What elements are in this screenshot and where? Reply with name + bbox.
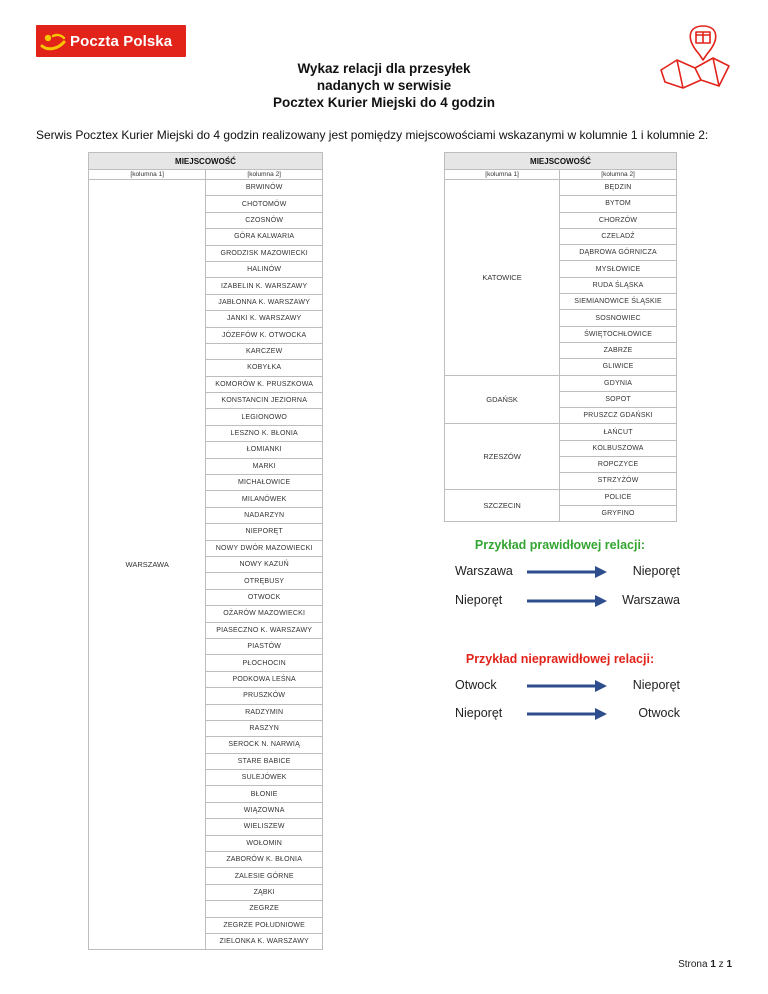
destination-city-cell: ZALESIE GÓRNE	[206, 868, 323, 884]
destination-city-cell: WOŁOMIN	[206, 835, 323, 851]
relation-from: Nieporęt	[455, 593, 503, 607]
table-row	[445, 375, 677, 391]
title-line-3: Pocztex Kurier Miejski do 4 godzin	[272, 95, 496, 110]
destination-city-cell: PRUSZKÓW	[206, 688, 323, 704]
destination-city-cell: MYSŁOWICE	[560, 261, 677, 277]
page-prefix: Strona	[678, 959, 708, 970]
origin-city-cell: RZESZÓW	[445, 424, 560, 489]
destination-city-cell: SULEJÓWEK	[206, 770, 323, 786]
column-2-header: [kolumna 2]	[560, 170, 677, 180]
destination-city-cell: PŁOCHOCIN	[206, 655, 323, 671]
destination-city-cell: RASZYN	[206, 720, 323, 736]
relation-from: Nieporęt	[455, 706, 503, 720]
relation-to: Nieporęt	[632, 564, 680, 578]
destination-city-cell: ROPCZYCE	[560, 457, 677, 473]
title-line-2: nadanych w serwisie	[316, 78, 452, 93]
origin-city-cell: SZCZECIN	[445, 489, 560, 522]
destination-city-cell: GLIWICE	[560, 359, 677, 375]
destination-city-cell: WIĄZOWNA	[206, 802, 323, 818]
table-row	[445, 489, 677, 505]
destination-city-cell: JABŁONNA K. WARSZAWY	[206, 294, 323, 310]
destination-city-cell: ŁOMIANKI	[206, 442, 323, 458]
destination-city-cell: SOPOT	[560, 391, 677, 407]
poczta-polska-logo	[36, 25, 186, 57]
destination-city-cell: CHORZÓW	[560, 212, 677, 228]
destination-city-cell: BŁONIE	[206, 786, 323, 802]
table-row	[445, 424, 677, 440]
origin-city-cell: GDAŃSK	[445, 375, 560, 424]
destination-city-cell: SEROCK N. NARWIĄ	[206, 737, 323, 753]
total-pages: 1	[726, 959, 732, 970]
invalid-example-row	[455, 706, 680, 722]
destination-city-cell: NIEPORĘT	[206, 524, 323, 540]
page-number	[678, 959, 732, 970]
destination-city-cell: ZEGRZE	[206, 901, 323, 917]
destination-city-cell: GDYNIA	[560, 375, 677, 391]
destination-city-cell: KOMORÓW K. PRUSZKOWA	[206, 376, 323, 392]
table-row	[445, 180, 677, 196]
invalid-example-title: Przykład nieprawidłowej relacji:	[465, 652, 655, 666]
destination-city-cell: ŁAŃCUT	[560, 424, 677, 440]
origin-city-cell: KATOWICE	[445, 180, 560, 376]
destination-city-cell: CZOSNÓW	[206, 212, 323, 228]
destination-city-cell: KOBYŁKA	[206, 360, 323, 376]
destination-city-cell: POLICE	[560, 489, 677, 505]
destination-city-cell: BĘDZIN	[560, 180, 677, 196]
destination-city-cell: OTRĘBUSY	[206, 573, 323, 589]
relation-to: Nieporęt	[632, 678, 680, 692]
table-header: MIEJSCOWOŚĆ	[89, 153, 323, 170]
current-page: 1	[710, 959, 716, 970]
destination-city-cell: STRZYŻÓW	[560, 473, 677, 489]
destination-city-cell: OTWOCK	[206, 589, 323, 605]
valid-example-row	[455, 593, 680, 609]
other-cities-relations-table	[444, 152, 677, 522]
destination-city-cell: NOWY DWÓR MAZOWIECKI	[206, 540, 323, 556]
relation-from: Otwock	[455, 678, 497, 692]
relation-to: Warszawa	[622, 593, 680, 607]
destination-city-cell: LEGIONOWO	[206, 409, 323, 425]
relation-to: Otwock	[638, 706, 680, 720]
warszawa-relations-table	[88, 152, 323, 950]
destination-city-cell: BRWINÓW	[206, 180, 323, 196]
destination-city-cell: KONSTANCIN JEZIORNA	[206, 393, 323, 409]
destination-city-cell: WIELISZEW	[206, 819, 323, 835]
destination-city-cell: ŚWIĘTOCHŁOWICE	[560, 326, 677, 342]
destination-city-cell: MILANÓWEK	[206, 491, 323, 507]
post-horn-icon	[36, 25, 70, 57]
valid-example-title: Przykład prawidłowej relacji:	[474, 538, 646, 552]
destination-city-cell: PODKOWA LEŚNA	[206, 671, 323, 687]
destination-city-cell: GRODZISK MAZOWIECKI	[206, 245, 323, 261]
destination-city-cell: SIEMIANOWICE ŚLĄSKIE	[560, 294, 677, 310]
arrow-right-icon	[527, 708, 607, 720]
destination-city-cell: CZELADŹ	[560, 228, 677, 244]
arrow-right-icon	[527, 680, 607, 692]
column-1-header: [kolumna 1]	[445, 170, 560, 180]
destination-city-cell: MICHAŁOWICE	[206, 475, 323, 491]
destination-city-cell: RUDA ŚLĄSKA	[560, 277, 677, 293]
destination-city-cell: ZABORÓW K. BŁONIA	[206, 852, 323, 868]
page-separator: z	[718, 959, 724, 970]
destination-city-cell: ZĄBKI	[206, 884, 323, 900]
destination-city-cell: BYTOM	[560, 196, 677, 212]
destination-city-cell: PIASECZNO K. WARSZAWY	[206, 622, 323, 638]
column-2-header: [kolumna 2]	[206, 170, 323, 180]
destination-city-cell: KOLBUSZOWA	[560, 440, 677, 456]
title-line-1: Wykaz relacji dla przesyłek	[297, 61, 471, 76]
logo-text: Poczta Polska	[70, 32, 173, 50]
column-1-header: [kolumna 1]	[89, 170, 206, 180]
arrow-right-icon	[527, 566, 607, 578]
table-row	[89, 180, 323, 196]
destination-city-cell: GÓRA KALWARIA	[206, 229, 323, 245]
destination-city-cell: PIASTÓW	[206, 638, 323, 654]
destination-city-cell: PRUSZCZ GDAŃSKI	[560, 408, 677, 424]
valid-example-row	[455, 564, 680, 580]
destination-city-cell: ZEGRZE POŁUDNIOWE	[206, 917, 323, 933]
destination-city-cell: OŻARÓW MAZOWIECKI	[206, 606, 323, 622]
destination-city-cell: HALINÓW	[206, 261, 323, 277]
invalid-example-row	[455, 678, 680, 694]
document-title	[0, 60, 768, 111]
destination-city-cell: SOSNOWIEC	[560, 310, 677, 326]
destination-city-cell: JANKI K. WARSZAWY	[206, 311, 323, 327]
destination-city-cell: KARCZEW	[206, 343, 323, 359]
destination-city-cell: STARE BABICE	[206, 753, 323, 769]
destination-city-cell: DĄBROWA GÓRNICZA	[560, 245, 677, 261]
destination-city-cell: JÓZEFÓW K. OTWOCKA	[206, 327, 323, 343]
destination-city-cell: ZABRZE	[560, 342, 677, 358]
relation-from: Warszawa	[455, 564, 513, 578]
destination-city-cell: GRYFINO	[560, 505, 677, 521]
destination-city-cell: LESZNO K. BŁONIA	[206, 425, 323, 441]
destination-city-cell: ZIELONKA K. WARSZAWY	[206, 933, 323, 949]
destination-city-cell: NADARZYN	[206, 507, 323, 523]
destination-city-cell: MARKI	[206, 458, 323, 474]
arrow-right-icon	[527, 595, 607, 607]
origin-city-cell: WARSZAWA	[89, 180, 206, 950]
destination-city-cell: RADZYMIN	[206, 704, 323, 720]
table-header: MIEJSCOWOŚĆ	[445, 153, 677, 170]
intro-text: Serwis Pocztex Kurier Miejski do 4 godzin realizowany jest pomiędzy miejscowościami wskazanymi w kolumnie 1 i kolumnie 2:	[36, 128, 709, 142]
destination-city-cell: NOWY KAZUŃ	[206, 556, 323, 572]
destination-city-cell: IZABELIN K. WARSZAWY	[206, 278, 323, 294]
destination-city-cell: CHOTOMÓW	[206, 196, 323, 212]
